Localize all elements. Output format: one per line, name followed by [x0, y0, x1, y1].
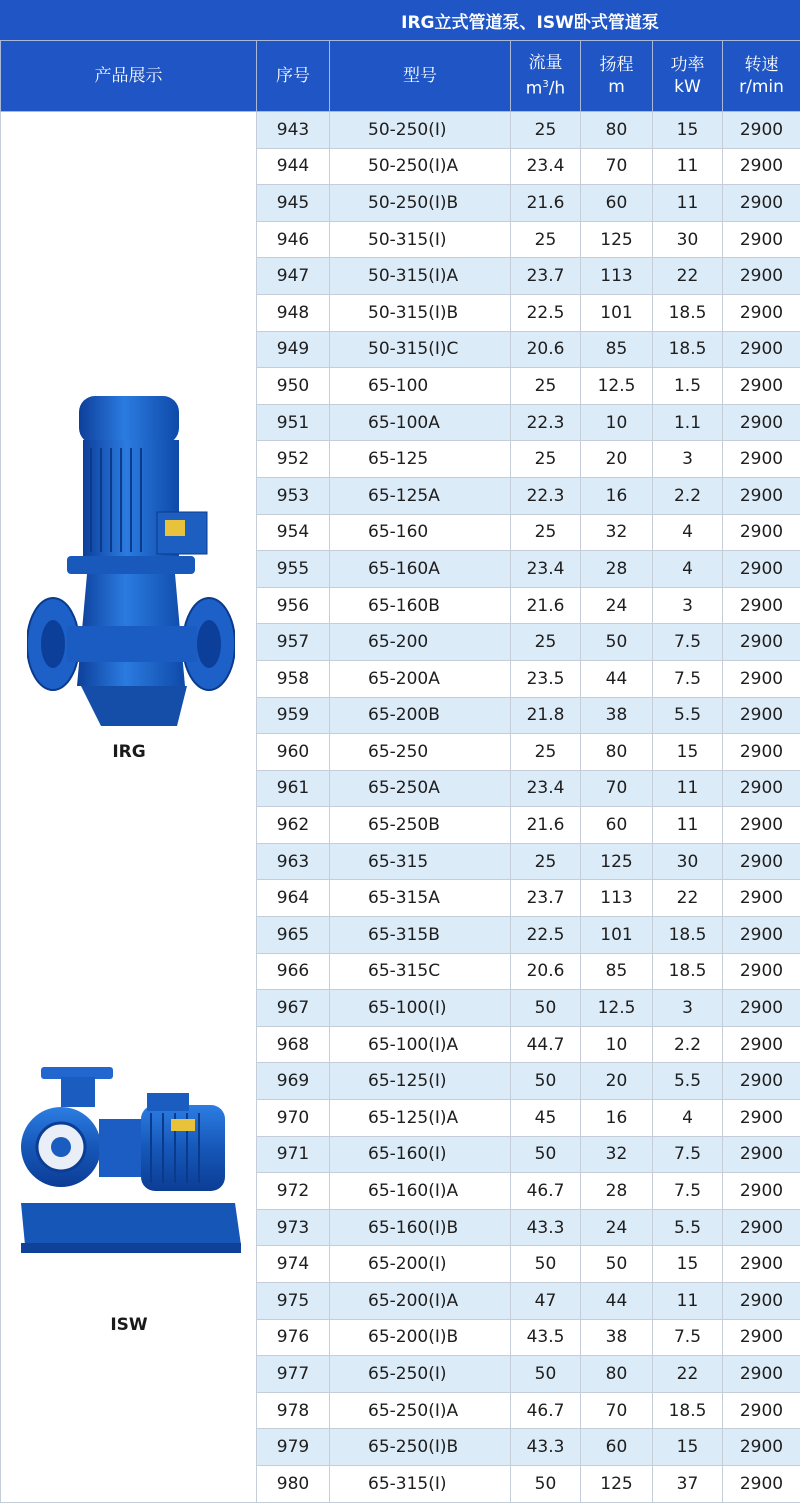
cell-flow: 21.6: [511, 185, 581, 222]
cell-speed: 2900: [723, 990, 800, 1027]
cell-power: 5.5: [653, 1209, 723, 1246]
cell-flow: 25: [511, 624, 581, 661]
cell-speed: 2900: [723, 404, 800, 441]
cell-seq: 966: [257, 953, 330, 990]
cell-model: 65-200(I)A: [330, 1283, 511, 1320]
product-label-isw: ISW: [1, 1315, 257, 1335]
cell-flow: 23.4: [511, 148, 581, 185]
cell-power: 3: [653, 990, 723, 1027]
cell-power: 5.5: [653, 1063, 723, 1100]
cell-head: 44: [581, 660, 653, 697]
cell-speed: 2900: [723, 331, 800, 368]
cell-speed: 2900: [723, 1100, 800, 1137]
cell-model: 65-125(I): [330, 1063, 511, 1100]
cell-model: 65-250(I): [330, 1356, 511, 1393]
cell-model: 65-315B: [330, 917, 511, 954]
cell-power: 7.5: [653, 624, 723, 661]
cell-speed: 2900: [723, 1246, 800, 1283]
cell-head: 16: [581, 477, 653, 514]
cell-head: 44: [581, 1283, 653, 1320]
cell-speed: 2900: [723, 221, 800, 258]
cell-speed: 2900: [723, 587, 800, 624]
cell-model: 65-200: [330, 624, 511, 661]
cell-flow: 25: [511, 221, 581, 258]
cell-seq: 954: [257, 514, 330, 551]
cell-flow: 46.7: [511, 1173, 581, 1210]
cell-power: 11: [653, 1283, 723, 1320]
cell-model: 65-160A: [330, 551, 511, 588]
cell-model: 65-160: [330, 514, 511, 551]
cell-speed: 2900: [723, 514, 800, 551]
header-row: [1, 41, 800, 112]
cell-seq: 960: [257, 734, 330, 771]
cell-seq: 964: [257, 880, 330, 917]
cell-model: 65-250A: [330, 770, 511, 807]
cell-seq: 958: [257, 660, 330, 697]
cell-model: 65-100: [330, 368, 511, 405]
cell-flow: 43.5: [511, 1319, 581, 1356]
cell-model: 65-315A: [330, 880, 511, 917]
cell-model: 65-200(I): [330, 1246, 511, 1283]
horizontal-pipeline-pump-icon: [21, 1067, 241, 1257]
cell-seq: 963: [257, 843, 330, 880]
cell-power: 18.5: [653, 331, 723, 368]
cell-seq: 976: [257, 1319, 330, 1356]
cell-power: 2.2: [653, 477, 723, 514]
cell-flow: 50: [511, 1246, 581, 1283]
cell-flow: 45: [511, 1100, 581, 1137]
cell-model: 65-125: [330, 441, 511, 478]
cell-seq: 969: [257, 1063, 330, 1100]
cell-speed: 2900: [723, 1136, 800, 1173]
cell-head: 12.5: [581, 368, 653, 405]
cell-head: 32: [581, 1136, 653, 1173]
table-row: [1, 112, 800, 149]
cell-seq: 950: [257, 368, 330, 405]
cell-seq: 949: [257, 331, 330, 368]
cell-speed: 2900: [723, 185, 800, 222]
cell-speed: 2900: [723, 880, 800, 917]
cell-speed: 2900: [723, 770, 800, 807]
table-title: IRG立式管道泵、ISW卧式管道泵: [0, 0, 800, 40]
cell-power: 11: [653, 807, 723, 844]
cell-model: 65-315: [330, 843, 511, 880]
cell-head: 12.5: [581, 990, 653, 1027]
cell-head: 60: [581, 1429, 653, 1466]
cell-flow: 25: [511, 112, 581, 149]
cell-flow: 23.7: [511, 258, 581, 295]
cell-model: 65-200A: [330, 660, 511, 697]
cell-flow: 25: [511, 514, 581, 551]
cell-seq: 956: [257, 587, 330, 624]
cell-seq: 944: [257, 148, 330, 185]
cell-power: 3: [653, 587, 723, 624]
cell-flow: 50: [511, 1063, 581, 1100]
cell-speed: 2900: [723, 1356, 800, 1393]
cell-head: 125: [581, 843, 653, 880]
cell-flow: 25: [511, 368, 581, 405]
cell-head: 10: [581, 1026, 653, 1063]
cell-seq: 952: [257, 441, 330, 478]
cell-model: 65-250B: [330, 807, 511, 844]
cell-speed: 2900: [723, 734, 800, 771]
cell-model: 50-250(I)A: [330, 148, 511, 185]
cell-seq: 953: [257, 477, 330, 514]
cell-speed: 2900: [723, 1209, 800, 1246]
cell-head: 28: [581, 1173, 653, 1210]
cell-model: 65-315(I): [330, 1465, 511, 1502]
cell-power: 37: [653, 1465, 723, 1502]
cell-flow: 21.8: [511, 697, 581, 734]
cell-head: 113: [581, 258, 653, 295]
cell-model: 65-125A: [330, 477, 511, 514]
cell-speed: 2900: [723, 697, 800, 734]
cell-speed: 2900: [723, 258, 800, 295]
cell-seq: 965: [257, 917, 330, 954]
cell-head: 16: [581, 1100, 653, 1137]
cell-head: 70: [581, 770, 653, 807]
cell-model: 65-160(I)A: [330, 1173, 511, 1210]
cell-power: 11: [653, 185, 723, 222]
cell-power: 18.5: [653, 1392, 723, 1429]
cell-model: 65-100(I)A: [330, 1026, 511, 1063]
cell-seq: 972: [257, 1173, 330, 1210]
cell-flow: 22.5: [511, 294, 581, 331]
cell-speed: 2900: [723, 1319, 800, 1356]
cell-model: 65-160(I): [330, 1136, 511, 1173]
cell-head: 70: [581, 1392, 653, 1429]
cell-head: 50: [581, 1246, 653, 1283]
cell-seq: 968: [257, 1026, 330, 1063]
cell-power: 30: [653, 221, 723, 258]
cell-model: 65-200(I)B: [330, 1319, 511, 1356]
cell-model: 65-125(I)A: [330, 1100, 511, 1137]
cell-head: 101: [581, 294, 653, 331]
cell-seq: 962: [257, 807, 330, 844]
cell-flow: 20.6: [511, 953, 581, 990]
cell-head: 125: [581, 1465, 653, 1502]
cell-head: 38: [581, 697, 653, 734]
cell-head: 20: [581, 441, 653, 478]
cell-model: 50-250(I)B: [330, 185, 511, 222]
cell-speed: 2900: [723, 624, 800, 661]
cell-head: 113: [581, 880, 653, 917]
cell-flow: 50: [511, 1136, 581, 1173]
cell-model: 50-315(I)A: [330, 258, 511, 295]
cell-head: 32: [581, 514, 653, 551]
cell-power: 7.5: [653, 1136, 723, 1173]
cell-flow: 22.3: [511, 404, 581, 441]
cell-flow: 43.3: [511, 1429, 581, 1466]
cell-flow: 21.6: [511, 587, 581, 624]
cell-head: 60: [581, 807, 653, 844]
cell-power: 7.5: [653, 1173, 723, 1210]
header-head: 扬程 m: [581, 41, 653, 112]
cell-flow: 46.7: [511, 1392, 581, 1429]
cell-seq: 959: [257, 697, 330, 734]
cell-model: 50-315(I): [330, 221, 511, 258]
cell-power: 22: [653, 1356, 723, 1393]
cell-power: 18.5: [653, 294, 723, 331]
cell-head: 24: [581, 1209, 653, 1246]
cell-seq: 974: [257, 1246, 330, 1283]
cell-seq: 970: [257, 1100, 330, 1137]
header-speed: 转速 r/min: [723, 41, 800, 112]
cell-power: 15: [653, 112, 723, 149]
cell-power: 15: [653, 1429, 723, 1466]
cell-head: 28: [581, 551, 653, 588]
header-model: 型号: [330, 41, 511, 112]
cell-power: 15: [653, 734, 723, 771]
header-seq: 序号: [257, 41, 330, 112]
cell-power: 3: [653, 441, 723, 478]
cell-head: 80: [581, 112, 653, 149]
cell-speed: 2900: [723, 477, 800, 514]
cell-seq: 977: [257, 1356, 330, 1393]
cell-flow: 22.3: [511, 477, 581, 514]
cell-seq: 961: [257, 770, 330, 807]
cell-flow: 23.4: [511, 551, 581, 588]
cell-model: 65-100(I): [330, 990, 511, 1027]
cell-head: 70: [581, 148, 653, 185]
cell-seq: 980: [257, 1465, 330, 1502]
cell-head: 50: [581, 624, 653, 661]
cell-power: 1.5: [653, 368, 723, 405]
cell-speed: 2900: [723, 1429, 800, 1466]
cell-seq: 971: [257, 1136, 330, 1173]
cell-speed: 2900: [723, 1063, 800, 1100]
product-label-irg: IRG: [1, 742, 257, 762]
spec-table: [0, 40, 800, 1503]
cell-flow: 23.7: [511, 880, 581, 917]
cell-flow: 23.4: [511, 770, 581, 807]
cell-model: 50-315(I)B: [330, 294, 511, 331]
cell-seq: 943: [257, 112, 330, 149]
cell-model: 65-160B: [330, 587, 511, 624]
cell-speed: 2900: [723, 807, 800, 844]
cell-power: 22: [653, 258, 723, 295]
cell-flow: 50: [511, 1356, 581, 1393]
cell-power: 11: [653, 148, 723, 185]
cell-seq: 951: [257, 404, 330, 441]
cell-seq: 973: [257, 1209, 330, 1246]
cell-flow: 25: [511, 734, 581, 771]
cell-power: 22: [653, 880, 723, 917]
cell-speed: 2900: [723, 1392, 800, 1429]
cell-head: 80: [581, 734, 653, 771]
cell-speed: 2900: [723, 660, 800, 697]
cell-head: 24: [581, 587, 653, 624]
cell-model: 65-315C: [330, 953, 511, 990]
product-display-cell: [1, 112, 257, 1503]
cell-speed: 2900: [723, 368, 800, 405]
cell-head: 85: [581, 953, 653, 990]
cell-speed: 2900: [723, 1026, 800, 1063]
cell-speed: 2900: [723, 917, 800, 954]
product-gallery: [1, 112, 256, 1502]
cell-head: 20: [581, 1063, 653, 1100]
cell-power: 1.1: [653, 404, 723, 441]
cell-flow: 25: [511, 441, 581, 478]
cell-head: 60: [581, 185, 653, 222]
cell-model: 50-315(I)C: [330, 331, 511, 368]
cell-flow: 22.5: [511, 917, 581, 954]
cell-power: 30: [653, 843, 723, 880]
cell-power: 4: [653, 1100, 723, 1137]
cell-speed: 2900: [723, 953, 800, 990]
header-flow: 流量 $m^3/h$: [511, 41, 581, 112]
cell-power: 7.5: [653, 660, 723, 697]
cell-flow: 44.7: [511, 1026, 581, 1063]
cell-model: 65-250(I)A: [330, 1392, 511, 1429]
cell-seq: 955: [257, 551, 330, 588]
cell-speed: 2900: [723, 1465, 800, 1502]
cell-speed: 2900: [723, 294, 800, 331]
cell-speed: 2900: [723, 843, 800, 880]
cell-speed: 2900: [723, 148, 800, 185]
cell-seq: 975: [257, 1283, 330, 1320]
cell-head: 10: [581, 404, 653, 441]
cell-power: 18.5: [653, 917, 723, 954]
cell-speed: 2900: [723, 1173, 800, 1210]
cell-head: 101: [581, 917, 653, 954]
cell-power: 18.5: [653, 953, 723, 990]
cell-seq: 978: [257, 1392, 330, 1429]
cell-model: 65-200B: [330, 697, 511, 734]
cell-speed: 2900: [723, 441, 800, 478]
cell-flow: 21.6: [511, 807, 581, 844]
vertical-pipeline-pump-icon: [27, 396, 235, 726]
cell-head: 38: [581, 1319, 653, 1356]
cell-seq: 946: [257, 221, 330, 258]
cell-seq: 979: [257, 1429, 330, 1466]
cell-seq: 947: [257, 258, 330, 295]
cell-speed: 2900: [723, 112, 800, 149]
cell-flow: 23.5: [511, 660, 581, 697]
cell-flow: 47: [511, 1283, 581, 1320]
cell-seq: 967: [257, 990, 330, 1027]
cell-flow: 50: [511, 990, 581, 1027]
cell-model: 65-250(I)B: [330, 1429, 511, 1466]
cell-power: 5.5: [653, 697, 723, 734]
header-power: 功率 kW: [653, 41, 723, 112]
cell-power: 11: [653, 770, 723, 807]
cell-model: 65-100A: [330, 404, 511, 441]
cell-model: 50-250(I): [330, 112, 511, 149]
cell-power: 2.2: [653, 1026, 723, 1063]
cell-flow: 43.3: [511, 1209, 581, 1246]
cell-flow: 50: [511, 1465, 581, 1502]
cell-power: 4: [653, 551, 723, 588]
cell-power: 4: [653, 514, 723, 551]
cell-power: 15: [653, 1246, 723, 1283]
cell-seq: 957: [257, 624, 330, 661]
cell-speed: 2900: [723, 551, 800, 588]
cell-head: 80: [581, 1356, 653, 1393]
cell-head: 85: [581, 331, 653, 368]
cell-head: 125: [581, 221, 653, 258]
cell-flow: 25: [511, 843, 581, 880]
cell-power: 7.5: [653, 1319, 723, 1356]
cell-seq: 948: [257, 294, 330, 331]
cell-model: 65-250: [330, 734, 511, 771]
cell-speed: 2900: [723, 1283, 800, 1320]
cell-seq: 945: [257, 185, 330, 222]
cell-flow: 20.6: [511, 331, 581, 368]
cell-model: 65-160(I)B: [330, 1209, 511, 1246]
header-product: 产品展示: [1, 41, 257, 112]
